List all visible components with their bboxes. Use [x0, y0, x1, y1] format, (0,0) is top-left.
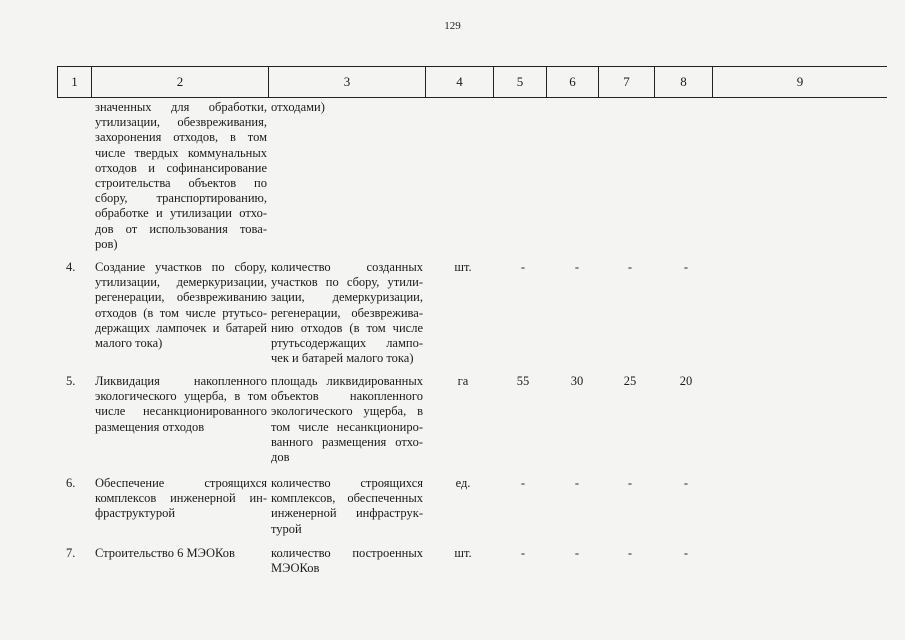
text-line: обработке и утилизации отхо- — [95, 206, 267, 221]
text-line: инженерной инфраструк- — [271, 506, 423, 521]
text-line: значенных для обработки, — [95, 100, 267, 114]
measure-name — [95, 260, 267, 351]
text-line: количество построенных — [271, 546, 423, 560]
value-col-5: - — [520, 476, 526, 490]
text-line: Ликвидация накопленного — [95, 374, 267, 388]
column-header-4: 4 — [425, 67, 493, 97]
text-line: размещения отходов — [95, 419, 205, 434]
text-line: экологического ущерба, в — [271, 404, 423, 419]
text-line: комплексов, обеспеченных — [271, 491, 423, 506]
text-line: числе твердых коммунальных — [95, 145, 267, 160]
text-line: отходами) — [271, 100, 325, 114]
table-header — [57, 66, 887, 98]
text-line: ртутьсодержащих лампо- — [271, 336, 423, 351]
text-line: захоронения отходов, в том — [95, 130, 267, 145]
value-col-7: 25 — [623, 374, 637, 388]
indicator-name — [271, 100, 423, 115]
measure-name — [95, 374, 267, 435]
text-line: комплексов инженерной ин- — [95, 491, 267, 506]
text-line: регенерации, обезвреживанию — [95, 290, 267, 305]
text-line: дов — [271, 450, 290, 465]
row-number: 4. — [66, 260, 76, 274]
measure-name — [95, 476, 267, 522]
text-line: количество строящихся — [271, 476, 423, 490]
text-line: держащих лампочек и батарей — [95, 320, 267, 335]
page-number: 129 — [444, 20, 461, 32]
text-line: Строительство 6 МЭОКов — [95, 546, 235, 560]
text-line: экологического ущерба, в том — [95, 389, 267, 404]
row-number: 7. — [66, 546, 76, 560]
unit: шт. — [454, 546, 472, 560]
row-number: 6. — [66, 476, 76, 490]
value-col-6: 30 — [570, 374, 584, 388]
text-line: утилизации, демеркуризации, — [95, 275, 267, 290]
text-line: том числе несанкциониро- — [271, 419, 423, 434]
value-col-6: - — [574, 260, 580, 274]
text-line: зации, демеркуризации, — [271, 290, 423, 305]
value-col-7: - — [627, 476, 633, 490]
text-line: турой — [271, 521, 302, 536]
unit: ед. — [455, 476, 471, 490]
text-line: регенерации, обезврежива- — [271, 305, 423, 320]
text-line: участков по сбору, утили- — [271, 275, 423, 290]
text-line: количество созданных — [271, 260, 423, 274]
text-line: строительства объектов по — [95, 176, 267, 191]
value-col-5: - — [520, 546, 526, 560]
measure-name — [95, 546, 267, 561]
text-line: чек и батарей малого тока) — [271, 351, 414, 366]
value-col-6: - — [574, 476, 580, 490]
text-line: числе несанкционированного — [95, 404, 267, 419]
text-line: МЭОКов — [271, 561, 320, 576]
measure-name — [95, 100, 267, 252]
text-line: фраструктурой — [95, 506, 176, 521]
column-header-7: 7 — [598, 67, 654, 97]
text-line: нию отходов (в том числе — [271, 320, 423, 335]
column-header-8: 8 — [654, 67, 712, 97]
value-col-6: - — [574, 546, 580, 560]
text-line: отходов и софинансирование — [95, 160, 267, 175]
value-col-8: - — [683, 546, 689, 560]
text-line: ров) — [95, 236, 118, 251]
text-line: малого тока) — [95, 336, 163, 351]
text-line: сбору, транспортированию, — [95, 191, 267, 206]
indicator-name — [271, 374, 423, 465]
value-col-5: - — [520, 260, 526, 274]
row-number: 5. — [66, 374, 76, 388]
indicator-name — [271, 260, 423, 366]
column-header-1: 1 — [57, 67, 91, 97]
text-line: ванного размещения отхо- — [271, 434, 423, 449]
text-line: площадь ликвидированных — [271, 374, 423, 388]
unit: шт. — [454, 260, 472, 274]
value-col-7: - — [627, 260, 633, 274]
column-header-6: 6 — [546, 67, 598, 97]
text-line: дов от использования това- — [95, 221, 267, 236]
value-col-8: - — [683, 260, 689, 274]
text-line: Обеспечение строящихся — [95, 476, 267, 490]
text-line: Создание участков по сбору, — [95, 260, 267, 274]
text-line: утилизации, обезвреживания, — [95, 115, 267, 130]
column-header-2: 2 — [91, 67, 268, 97]
indicator-name — [271, 476, 423, 537]
value-col-5: 55 — [516, 374, 530, 388]
value-col-8: - — [683, 476, 689, 490]
text-line: отходов (в том числе ртутьсо- — [95, 305, 267, 320]
text-line: объектов накопленного — [271, 389, 423, 404]
column-header-3: 3 — [268, 67, 425, 97]
unit: га — [457, 374, 469, 388]
indicator-name — [271, 546, 423, 576]
value-col-7: - — [627, 546, 633, 560]
column-header-5: 5 — [493, 67, 546, 97]
column-header-9: 9 — [712, 67, 887, 97]
value-col-8: 20 — [679, 374, 693, 388]
